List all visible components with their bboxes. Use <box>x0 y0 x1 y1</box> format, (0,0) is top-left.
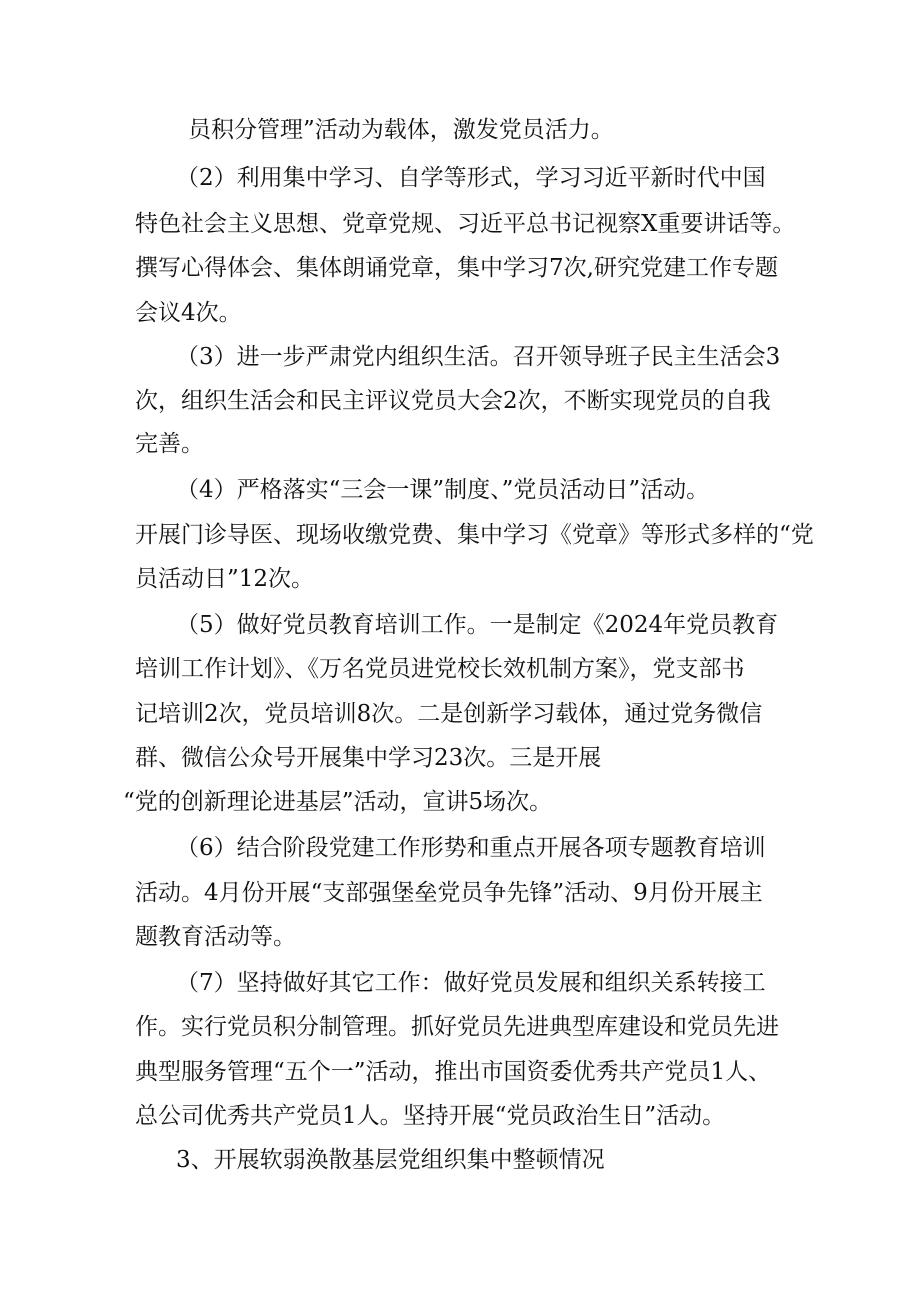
text-line: 总公司优秀共产党员1人。坚持开展“党员政治生日”活动。 <box>135 1103 726 1129</box>
section-heading: 3、开展软弱涣散基层党组织集中整顿情况 <box>176 1147 605 1173</box>
text-line: 员活动日”12次。 <box>135 566 315 592</box>
text-line: 会议4次。 <box>135 300 242 326</box>
text-line: （7）坚持做好其它工作：做好党员发展和组织关系转接工 <box>176 970 766 996</box>
text-line: 题教育活动等。 <box>135 924 296 950</box>
text-line: （6）结合阶段党建工作形势和重点开展各项专题教育培训 <box>176 835 766 861</box>
text-line: （2）利用集中学习、自学等形式，学习习近平新时代中国 <box>176 165 766 191</box>
text-line: 撰写心得体会、集体朗诵党章，集中学习7次,研究党建工作专题 <box>135 255 778 281</box>
text-line: “党的创新理论进基层”活动，宣讲5场次。 <box>123 789 553 815</box>
text-line: 员积分管理”活动为载体，激发党员活力。 <box>188 117 614 143</box>
text-line: 作。实行党员积分制管理。抓好党员先进典型库建设和党员先进 <box>135 1014 779 1040</box>
text-line: 记培训2次，党员培训8次。二是创新学习载体，通过党务微信 <box>135 701 763 727</box>
text-line: 培训工作计划》、《万名党员进党校长效机制方案》，党支部书 <box>135 656 745 682</box>
text-line: 群、微信公众号开展集中学习23次。三是开展 <box>135 745 602 771</box>
text-line: （5）做好党员教育培训工作。一是制定《2024年党员教育 <box>176 612 779 638</box>
text-line: 开展门诊导医、现场收缴党费、集中学习《党章》等形式多样的“党 <box>135 522 814 548</box>
text-line: 特色社会主义思想、党章党规、习近平总书记视察X重要讲话等。 <box>135 211 796 237</box>
text-line: （3）进一步严肃党内组织生活。召开领导班子民主生活会3 <box>176 344 781 370</box>
text-line: 次，组织生活会和民主评议党员大会2次，不断实现党员的自我 <box>135 388 771 414</box>
text-line: 完善。 <box>135 431 204 457</box>
text-line: 活动。4月份开展“支部强堡垒党员争先锋”活动、9月份开展主 <box>135 880 763 906</box>
text-line: （4）严格落实“三会一课”制度、”党员活动日”活动。 <box>176 477 710 503</box>
text-line: 典型服务管理“五个一”活动，推出市国资委优秀共产党员1人、 <box>135 1059 772 1085</box>
